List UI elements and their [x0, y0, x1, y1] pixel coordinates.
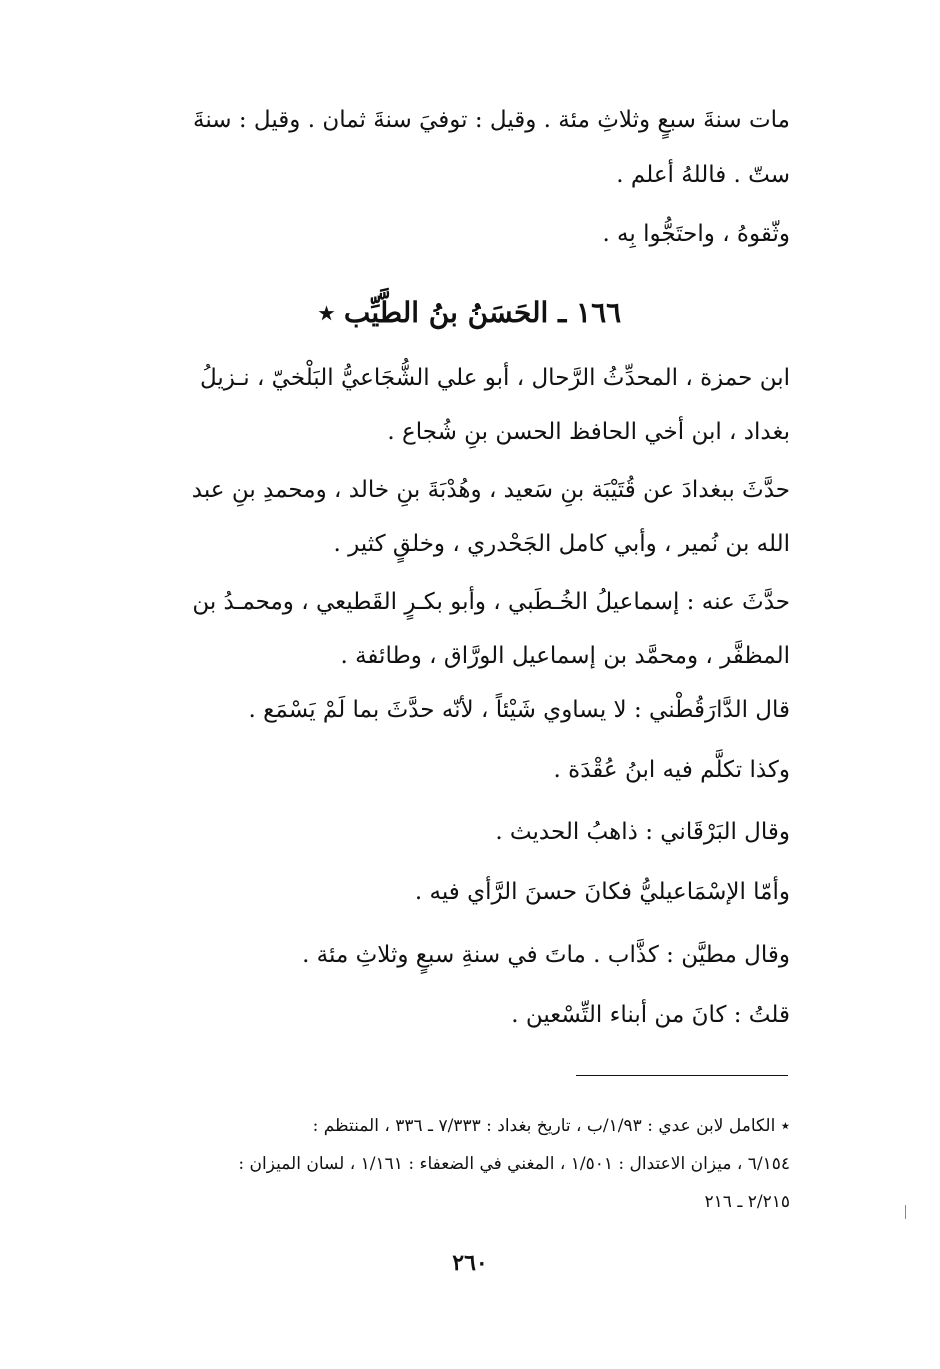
author-note: قلتُ : كانَ من أبناء التِّسْعين . [511, 1002, 790, 1028]
students-line-1: حدَّثَ عنه : إسماعيلُ الخُـطَبي ، وأبو بكـرٍ القَطيعي ، ومحمـدُ بن [192, 589, 790, 615]
teachers-line-1: حدَّثَ ببغدادَ عن قُتَيْبَة بنِ سَعيد ، وهُدْبَةَ بنِ خالد ، ومحمدِ بنِ عبد [191, 477, 790, 503]
quote-ismaili: وأمّا الإسْمَاعيليُّ فكانَ حسنَ الرَّأي فيه . [414, 879, 790, 905]
biography-line-2: بغداد ، ابن أخي الحافظ الحسن بنِ شُجاع . [387, 419, 790, 445]
teachers-line-2: الله بن نُمير ، وأبي كامل الجَحْدري ، وخلقٍ كثير . [333, 531, 790, 557]
page-number: ٢٦٠ [452, 1250, 488, 1276]
quote-ibn-uqda: وكذا تكلَّم فيه ابنُ عُقْدَة . [553, 757, 790, 783]
quote-barqani: وقال البَرْقَاني : ذاهبُ الحديث . [495, 819, 790, 845]
students-line-2: المظفَّر ، ومحمَّد بن إسماعيل الورَّاق ، وطائفة . [340, 643, 790, 669]
scan-mark [905, 1205, 906, 1219]
quote-daraqutni: قال الدَّارَقُطْني : لا يساوي شَيْئاً ، لأنّه حدَّثَ بما لَمْ يَسْمَع . [248, 697, 790, 723]
continuation-line-3: وثّقوهُ ، واحتَجُّوا بِه . [602, 221, 790, 247]
quote-mutayyan: وقال مطيَّن : كذَّاب . ماتَ في سنةِ سبعٍ وثلاثِ مئة . [302, 942, 790, 968]
biography-line-1: ابن حمزة ، المحدِّثُ الرَّحال ، أبو علي الشُّجَاعيُّ البَلْخيّ ، نـزيلُ [199, 365, 790, 391]
entry-heading: ١٦٦ ـ الحَسَنُ بنُ الطَّيِّب ٭ [318, 296, 622, 329]
footnote-line-3: ٢/٢١٥ ـ ٢١٦ [704, 1192, 790, 1212]
footnote-divider [576, 1075, 788, 1076]
continuation-line-2: ستّ . فاللهُ أعلم . [616, 162, 790, 188]
footnote-line-1: ٭ الكامل لابن عدي : ١/٩٣/ب ، تاريخ بغداد : ٧/٣٣٣ ـ ٣٣٦ ، المنتظم : [312, 1116, 790, 1136]
continuation-line-1: مات سنةَ سبعٍ وثلاثِ مئة . وقيل : توفيَ سنةَ ثمان . وقيل : سنةَ [193, 107, 790, 133]
footnote-line-2: ٦/١٥٤ ، ميزان الاعتدال : ١/٥٠١ ، المغني في الضعفاء : ١/١٦١ ، لسان الميزان : [238, 1154, 790, 1174]
